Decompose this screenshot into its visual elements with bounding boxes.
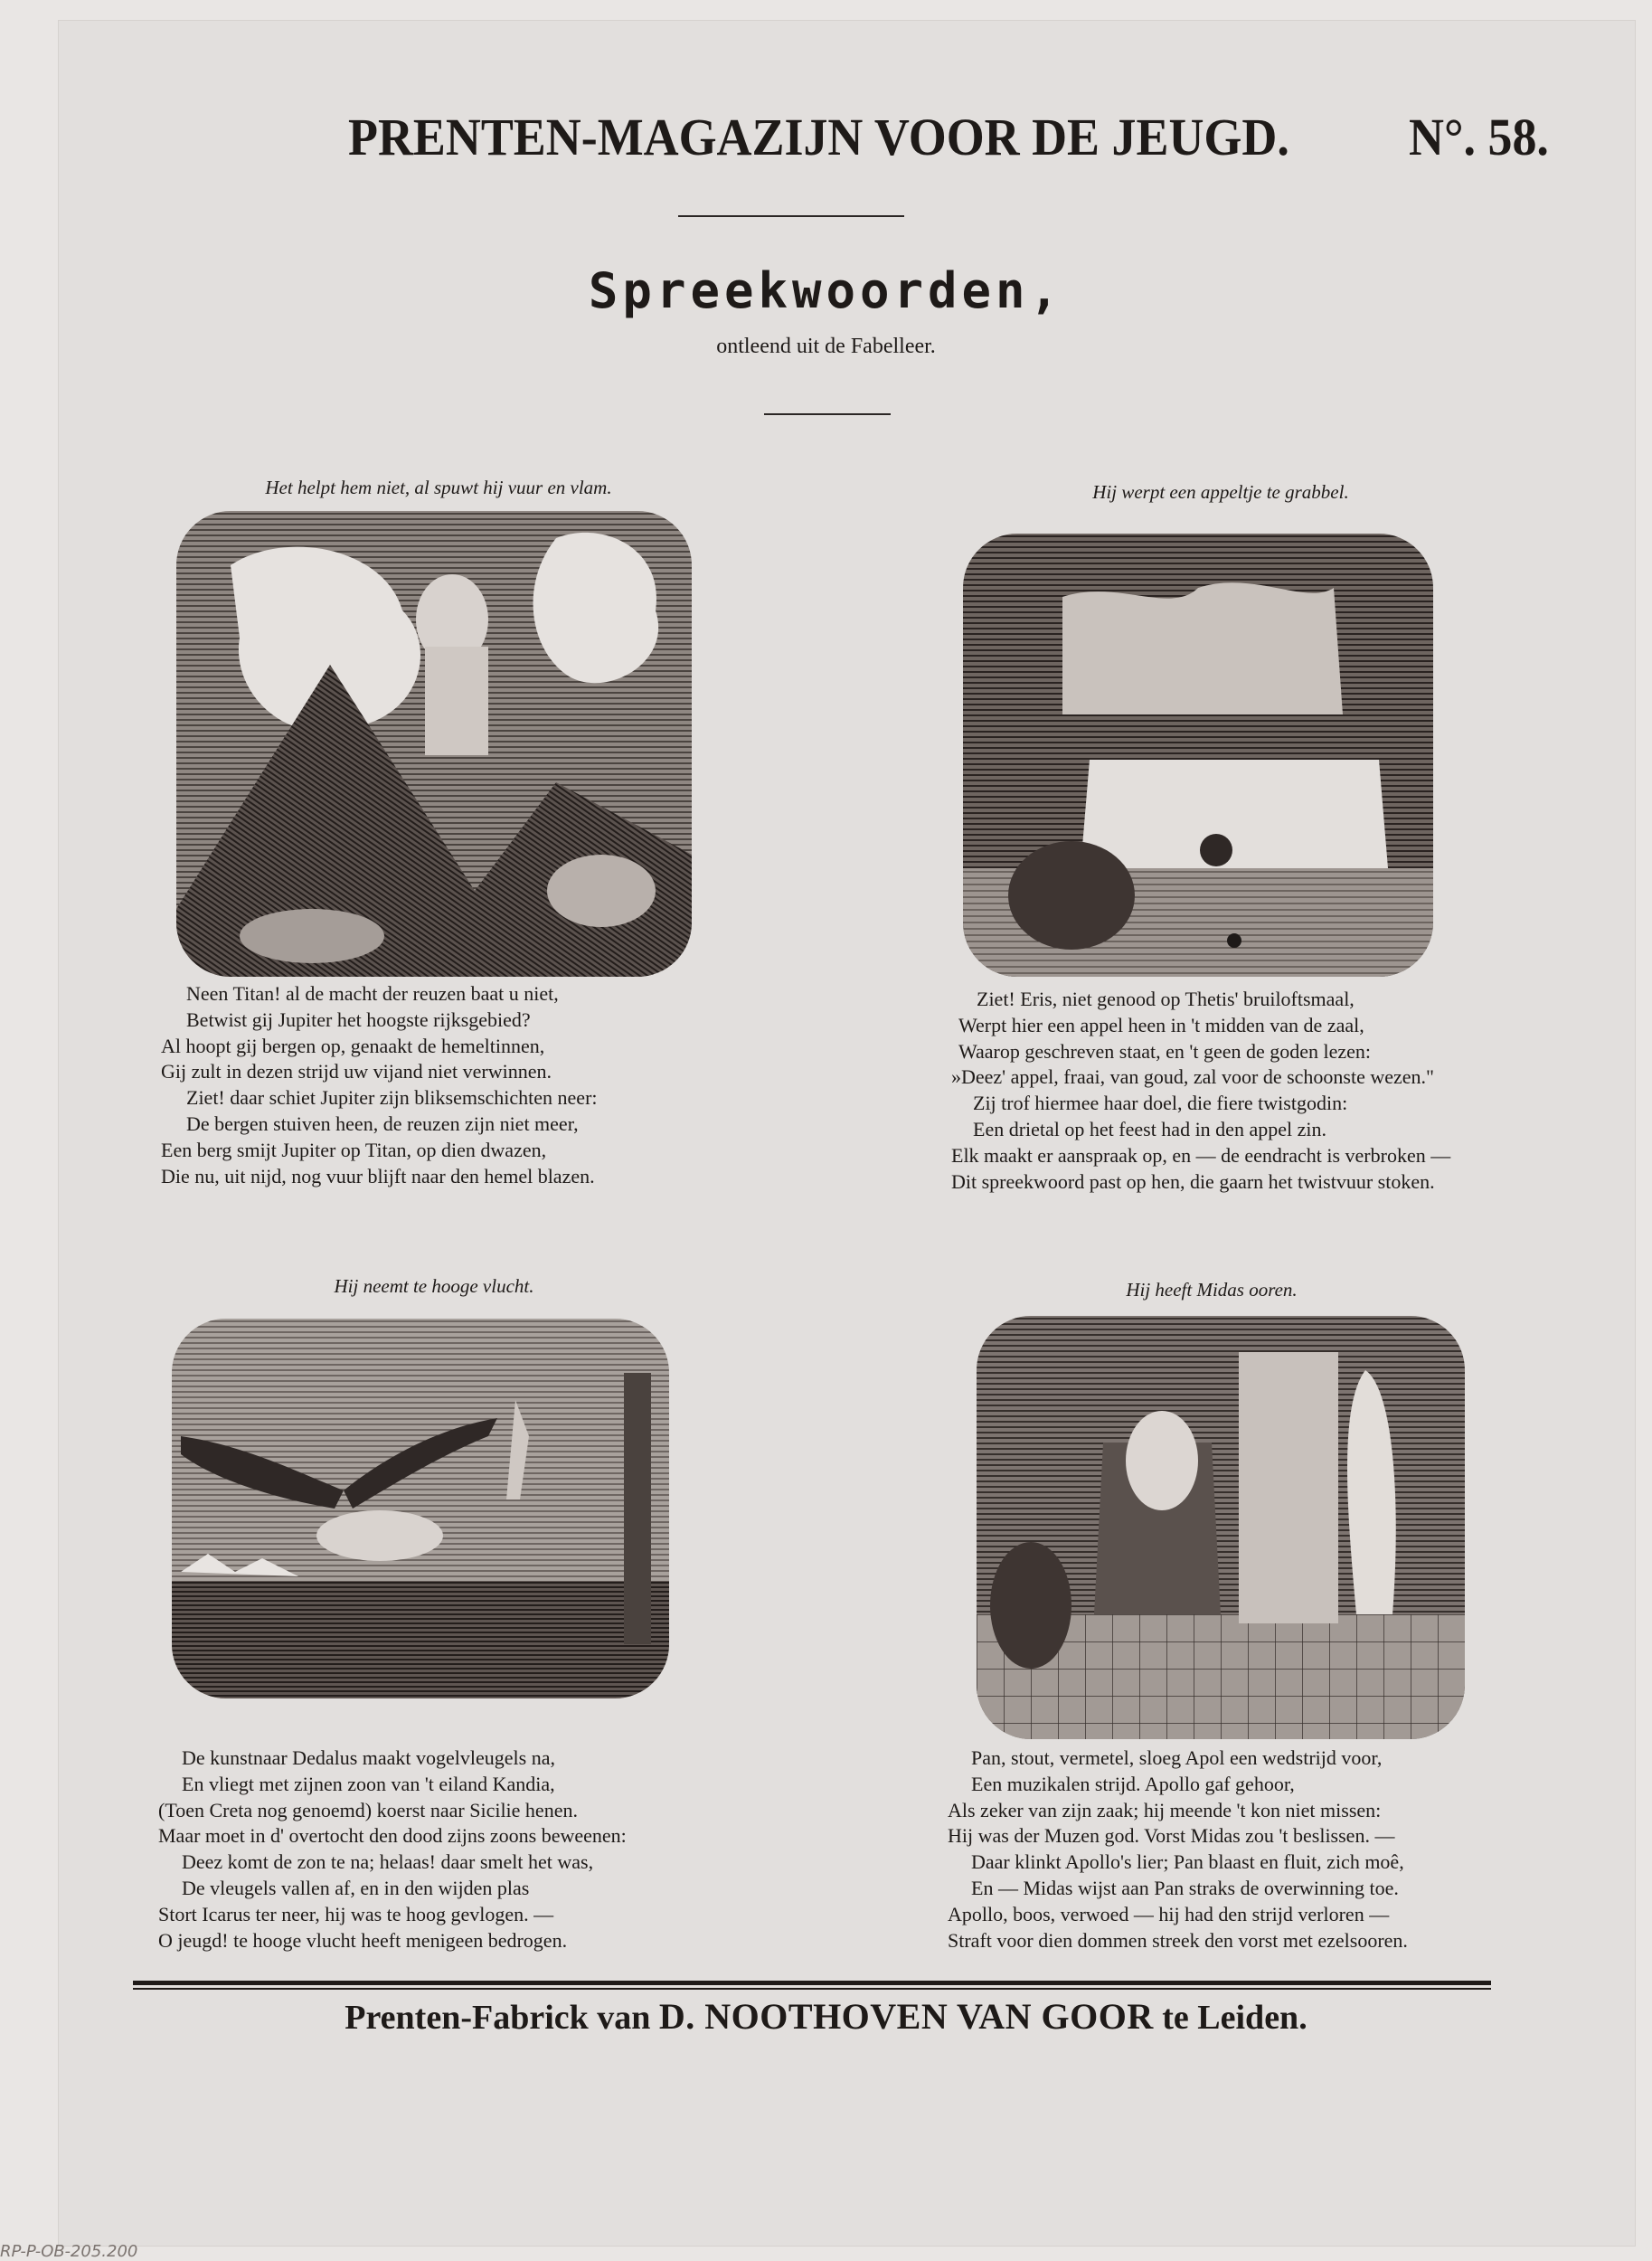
verse-icarus (158, 1745, 719, 1954)
illustration-midas-apollo-pan (977, 1316, 1465, 1739)
verse-line: Een berg smijt Jupiter op Titan, op dien dwazen, (161, 1138, 547, 1161)
panel-caption-jupiter: Het helpt hem niet, al spuwt hij vuur en vlam. (265, 477, 612, 498)
verse-midas (948, 1745, 1508, 1954)
illustration-icarus-flight (172, 1319, 669, 1698)
publisher-city: te Leiden. (1162, 1999, 1307, 2037)
panel-caption-midas: Hij heeft Midas ooren. (1126, 1279, 1298, 1301)
publisher-name: D. NOOTHOVEN VAN GOOR (658, 1996, 1154, 2037)
verse-line: Ziet! Eris, niet genood op Thetis' bruiloftsmaal, (977, 988, 1355, 1010)
verse-line: Hij was der Muzen god. Vorst Midas zou 't beslissen. — (948, 1824, 1395, 1848)
verse-line: Neen Titan! al de macht der reuzen baat u niet, (186, 982, 559, 1005)
verse-line: Waarop geschreven staat, en 't geen de goden lezen: (958, 1039, 1372, 1063)
header-divider (678, 215, 904, 217)
verse-line: Apollo, boos, verwoed — hij had den strijd verloren — (948, 1902, 1390, 1925)
publisher-prefix: Prenten-Fabrick van (345, 1999, 651, 2037)
subheading-divider (764, 413, 891, 415)
illustration-jupiter-titans (176, 511, 692, 977)
verse-line: Die nu, uit nijd, nog vuur blijft naar den hemel blazen. (161, 1164, 595, 1187)
panel-caption-icarus: Hij neemt te hooge vlucht. (334, 1275, 534, 1297)
verse-line: Deez komt de zon te na; helaas! daar smelt het was, (182, 1850, 594, 1874)
footer-rule (133, 1981, 1491, 1985)
inventory-stamp: RP-P-OB-205.200 (0, 2242, 138, 2261)
verse-line: Elk maakt er aanspraak op, en — de eendracht is verbroken — (951, 1143, 1451, 1167)
footer-rule-thin (133, 1988, 1491, 1990)
verse-line: Werpt hier een appel heen in 't midden van de zaal, (958, 1013, 1364, 1036)
verse-line: En vliegt met zijnen zoon van 't eiland Kandia, (182, 1772, 555, 1795)
verse-line: De bergen stuiven heen, de reuzen zijn niet meer, (186, 1112, 579, 1135)
verse-line: Pan, stout, vermetel, sloeg Apol een wedstrijd voor, (971, 1746, 1383, 1769)
panel-caption-eris: Hij werpt een appeltje te grabbel. (1092, 481, 1349, 503)
verse-line: De vleugels vallen af, en in den wijden plas (182, 1876, 530, 1899)
verse-line: Betwist gij Jupiter het hoogste rijksgebied? (186, 1008, 531, 1031)
illustration-eris-wedding-feast (963, 534, 1433, 977)
verse-line: Ziet! daar schiet Jupiter zijn bliksemschichten neer: (186, 1086, 598, 1110)
verse-line: Daar klinkt Apollo's lier; Pan blaast en fluit, zich moê, (971, 1850, 1404, 1874)
verse-line: Maar moet in d' overtocht den dood zijns zoons beweenen: (158, 1824, 627, 1848)
verse-line: O jeugd! te hooge vlucht heeft menigeen bedrogen. (158, 1928, 568, 1952)
verse-jupiter (161, 981, 703, 1189)
verse-line: (Toen Creta nog genoemd) koerst naar Sicilie henen. (158, 1798, 578, 1821)
verse-line: De kunstnaar Dedalus maakt vogelvleugels na, (182, 1746, 555, 1769)
page-heading: Spreekwoorden, (588, 262, 1064, 319)
verse-line: Een drietal op het feest had in den appel zin. (973, 1117, 1326, 1140)
verse-line: Gij zult in dezen strijd uw vijand niet verwinnen. (161, 1060, 552, 1083)
verse-line: Stort Icarus ter neer, hij was te hoog gevlogen. — (158, 1902, 554, 1925)
verse-eris (951, 987, 1512, 1195)
issue-number: N°. 58. (1409, 108, 1549, 166)
verse-line: Als zeker van zijn zaak; hij meende 't kon niet missen: (948, 1798, 1382, 1821)
verse-line: Straft voor dien dommen streek den vorst met ezelsooren. (948, 1928, 1408, 1952)
verse-line: Dit spreekwoord past op hen, die gaarn het twistvuur stoken. (951, 1169, 1435, 1193)
verse-line: Al hoopt gij bergen op, genaakt de hemeltinnen, (161, 1034, 545, 1057)
verse-line: En — Midas wijst aan Pan straks de overwinning toe. (971, 1876, 1399, 1899)
verse-line: »Deez' appel, fraai, van goud, zal voor de schoonste wezen." (951, 1065, 1435, 1089)
verse-line: Zij trof hiermee haar doel, die fiere twistgodin: (973, 1092, 1348, 1115)
magazine-title: PRENTEN-MAGAZIJN VOOR DE JEUGD. (348, 108, 1289, 166)
verse-line: Een muzikalen strijd. Apollo gaf gehoor, (971, 1772, 1295, 1795)
publisher-line (0, 1995, 1652, 2038)
page-subheading: ontleend uit de Fabelleer. (716, 335, 936, 358)
